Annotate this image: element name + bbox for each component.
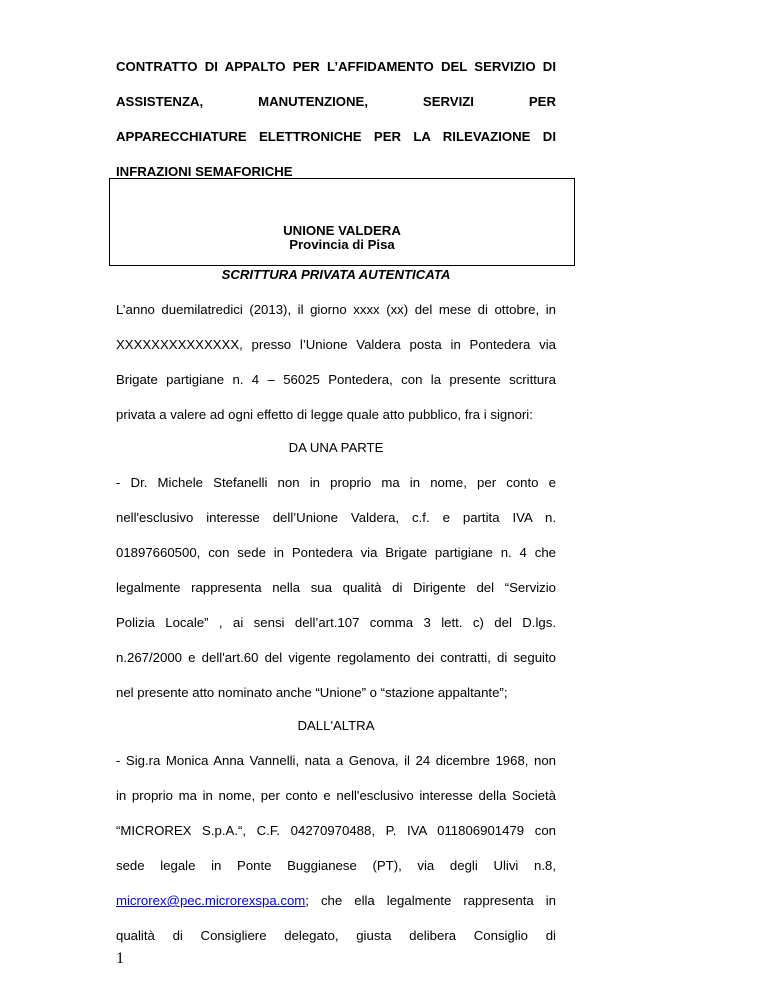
intro-line-4: privata a valere ad ogni effetto di legge quale atto pubblico, fra i signori: <box>116 407 533 422</box>
intro-line-2: XXXXXXXXXXXXXX, presso l’Unione Valdera posta in Pontedera via <box>116 337 556 352</box>
party-one-line-5: Polizia Locale” , ai sensi dell’art.107 comma 3 lett. c) del D.lgs. <box>116 615 556 630</box>
organization-name: UNIONE VALDERA <box>283 223 401 238</box>
contract-title-line-2: ASSISTENZA, MANUTENZIONE, SERVIZI PER <box>116 94 556 109</box>
party-two-line-6: qualità di Consigliere delegato, giusta delibera Consiglio di <box>116 928 556 943</box>
contract-title-line-1: CONTRATTO DI APPALTO PER L’AFFIDAMENTO DEL SERVIZIO DI <box>116 59 556 74</box>
party-two-line-1: - Sig.ra Monica Anna Vannelli, nata a Genova, il 24 dicembre 1968, non <box>116 753 556 768</box>
document-subtitle: SCRITTURA PRIVATA AUTENTICATA <box>221 267 451 282</box>
party-two-line-3: “MICROREX S.p.A.“, C.F. 04270970488, P. IVA 011806901479 con <box>116 823 556 838</box>
party-two-line-5 <box>116 892 556 909</box>
party-one-line-6: n.267/2000 e dell'art.60 del vigente regolamento dei contratti, di seguito <box>116 650 556 665</box>
party-one-line-2: nell'esclusivo interesse dell’Unione Valdera, c.f. e partita IVA n. <box>116 510 556 525</box>
party-one-line-4: legalmente rappresenta nella sua qualità di Dirigente del “Servizio <box>116 580 556 595</box>
party-one-line-3: 01897660500, con sede in Pontedera via Brigate partigiane n. 4 che <box>116 545 556 560</box>
page-number: 1 <box>116 950 124 967</box>
party-one-heading: DA UNA PARTE <box>288 440 384 455</box>
email-link[interactable]: microrex@pec.microrexspa.com <box>116 893 306 908</box>
contract-title-line-4: INFRAZIONI SEMAFORICHE <box>116 164 293 179</box>
contract-title-line-3: APPARECCHIATURE ELETTRONICHE PER LA RILEVAZIONE DI <box>116 129 556 144</box>
party-one-line-1: - Dr. Michele Stefanelli non in proprio ma in nome, per conto e <box>116 475 556 490</box>
party-two-line-5-rest: ; che ella legalmente rappresenta in <box>305 893 556 908</box>
party-one-line-7: nel presente atto nominato anche “Unione” o “stazione appaltante”; <box>116 685 508 700</box>
intro-line-3: Brigate partigiane n. 4 – 56025 Pontedera, con la presente scrittura <box>116 372 556 387</box>
party-two-line-2: in proprio ma in nome, per conto e nell'esclusivo interesse della Società <box>116 788 556 803</box>
province-name: Provincia di Pisa <box>289 237 395 252</box>
intro-line-1: L’anno duemilatredici (2013), il giorno xxxx (xx) del mese di ottobre, in <box>116 302 556 317</box>
party-two-heading: DALL'ALTRA <box>297 718 375 733</box>
header-box <box>109 178 575 266</box>
party-two-line-4: sede legale in Ponte Buggianese (PT), via degli Ulivi n.8, <box>116 858 556 873</box>
